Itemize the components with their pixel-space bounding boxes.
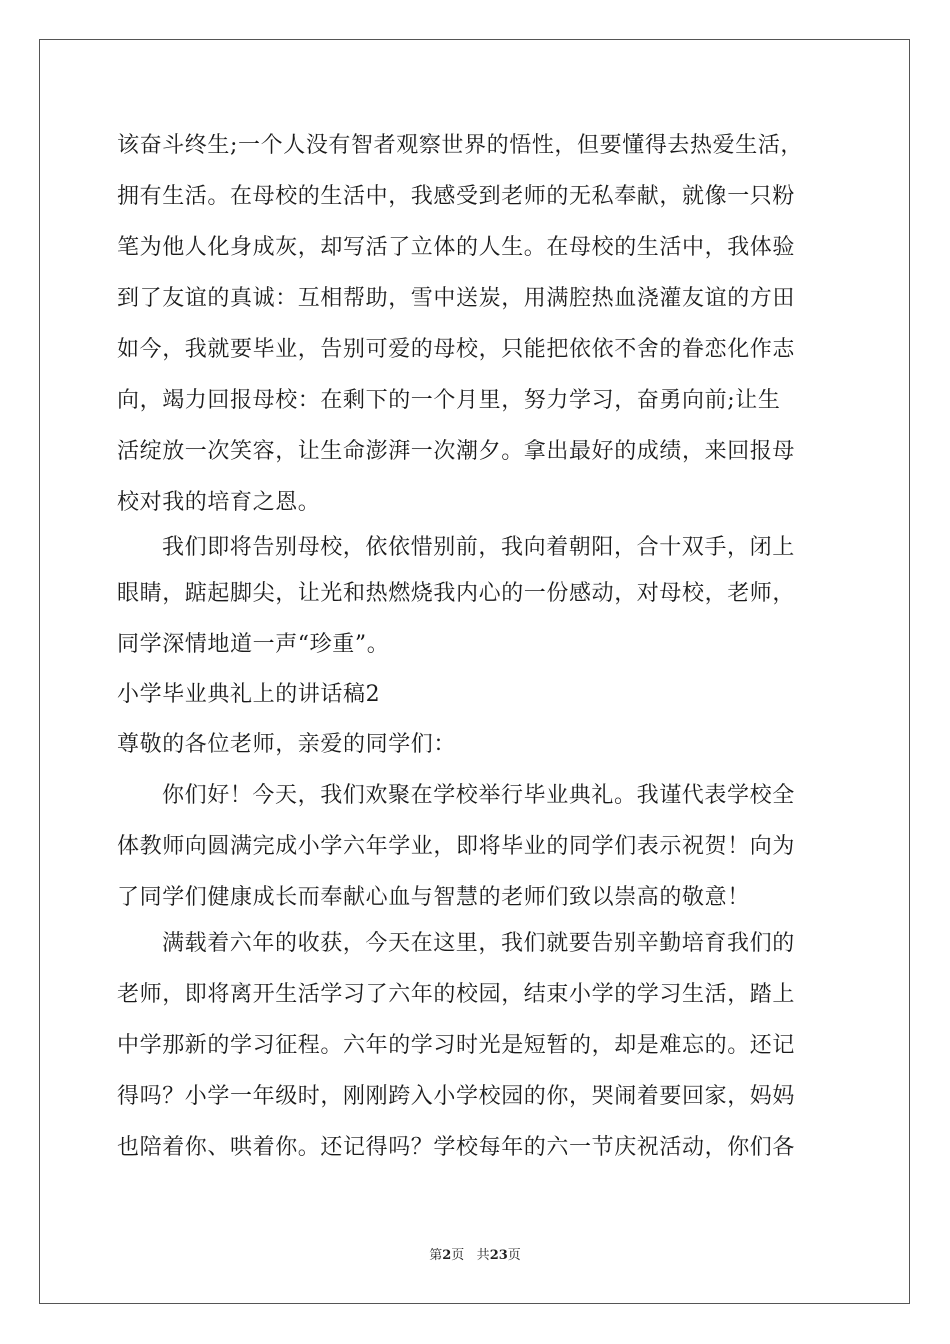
body-line: 老师，即将离开生活学习了六年的校园，结束小学的学习生活，踏上 [117,982,796,1007]
body-line: 体教师向圆满完成小学六年学业，即将毕业的同学们表示祝贺！向为 [117,834,796,859]
body-line: 同学深情地道一声“珍重”。 [117,632,390,657]
body-line: 得吗？小学一年级时，刚刚跨入小学校园的你，哭闹着要回家，妈妈 [117,1084,796,1109]
body-line: 眼睛，踮起脚尖，让光和热燃烧我内心的一份感动，对母校，老师， [117,581,796,606]
body-line: 也陪着你、哄着你。还记得吗？学校每年的六一节庆祝活动，你们各 [117,1135,796,1160]
body-line: 到了友谊的真诚：互相帮助，雪中送炭，用满腔热血浇灌友谊的方田 [117,286,796,311]
body-line: 向，竭力回报母校：在剩下的一个月里，努力学习，奋勇向前;让生 [117,388,781,413]
paragraph-first-line: 满载着六年的收获，今天在这里，我们就要告别辛勤培育我们的 [162,931,795,956]
total-page-count: 23 [489,1248,508,1263]
section-title: 小学毕业典礼上的讲话稿2 [117,682,381,707]
body-line: 该奋斗终生;一个人没有智者观察世界的悟性，但要懂得去热爱生活， [117,133,804,158]
body-line: 中学那新的学习征程。六年的学习时光是短暂的，却是难忘的。还记 [117,1033,796,1058]
paragraph-first-line: 我们即将告别母校，依依惜别前，我向着朝阳，合十双手，闭上 [162,535,795,560]
body-line: 校对我的培育之恩。 [117,490,321,515]
footer-prefix: 第 [429,1248,443,1263]
current-page-number: 2 [442,1248,452,1263]
paragraph-first-line: 你们好！今天，我们欢聚在学校举行毕业典礼。我谨代表学校全 [162,783,795,808]
footer-total-unit: 页 [507,1248,521,1263]
footer-page-unit: 页 [451,1248,465,1263]
body-line: 了同学们健康成长而奉献心血与智慧的老师们致以崇高的敬意！ [117,885,750,910]
body-line: 如今，我就要毕业，告别可爱的母校，只能把依依不舍的眷恋化作志 [117,337,796,362]
body-line: 活绽放一次笑容，让生命澎湃一次潮夕。拿出最好的成绩，来回报母 [117,439,796,464]
page-footer [0,1247,950,1265]
salutation: 尊敬的各位老师，亲爱的同学们： [117,732,457,757]
page-frame [39,39,910,1304]
body-line: 笔为他人化身成灰，却写活了立体的人生。在母校的生活中，我体验 [117,235,796,260]
body-line: 拥有生活。在母校的生活中，我感受到老师的无私奉献，就像一只粉 [117,184,796,209]
footer-total-prefix: 共 [476,1248,490,1263]
